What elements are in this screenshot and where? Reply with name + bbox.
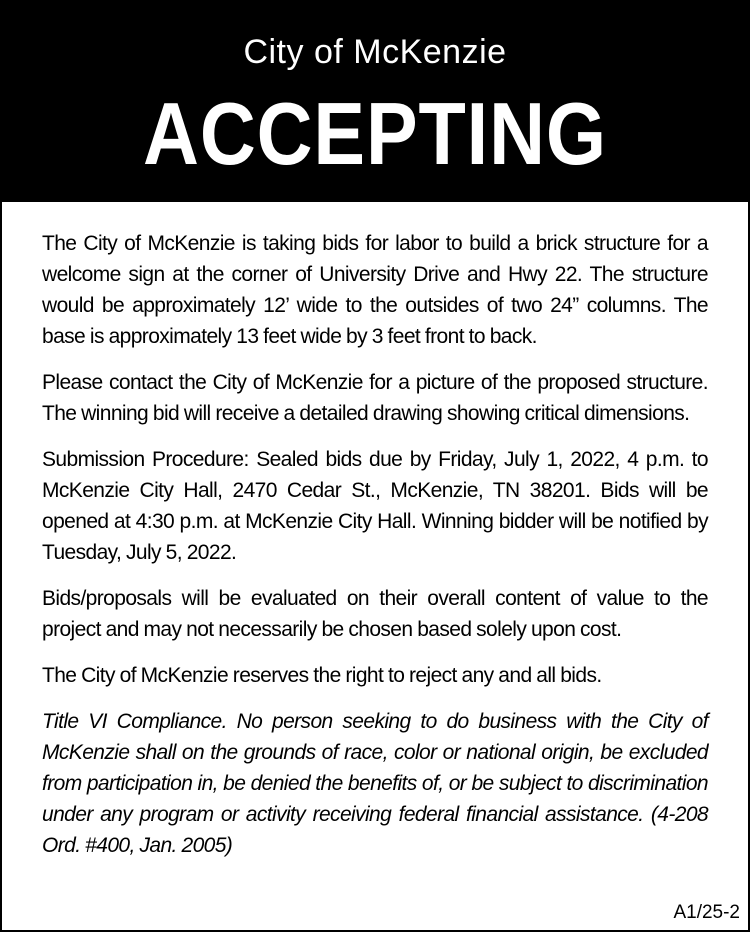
paragraph-evaluation: Bids/proposals will be evaluated on their overall content of value to the project and may not necessarily be chosen based solely upon cost. [42,587,708,641]
paragraph-project-description: The City of McKenzie is taking bids for labor to build a brick structure for a welcome sign at the corner of University Drive and Hwy 22. The structure would be approximately 12’ wide to the outsides of two 24” columns. The base is approximately 13 feet wide by 3 feet front to back. [42,232,708,348]
notice-body [42,228,708,876]
paragraph-reservation: The City of McKenzie reserves the right to reject any and all bids. [42,664,602,687]
paragraph-contact: Please contact the City of McKenzie for a picture of the proposed structure. The winning bid will receive a detailed drawing showing critical dimensions. [42,371,708,425]
ad-code: A1/25-2 [673,902,740,923]
city-name: City of McKenzie [243,33,507,71]
paragraph-title-vi-compliance: Title VI Compliance. No person seeking to do business with the City of McKenzie shall on the grounds of race, color or national origin, be excluded from participation in, be denied the benefits of, or be subject to discrimination under any program or activity receiving federal financial assistance. (4-208 Ord. #400, Jan. 2005) [42,710,708,857]
header-banner [2,2,748,283]
paragraph-submission-procedure: Submission Procedure: Sealed bids due by Friday, July 1, 2022, 4 p.m. to McKenzie City Hall, 2470 Cedar St., McKenzie, TN 38201. Bids will be opened at 4:30 p.m. at McKenzie City Hall. Winning bidder will be notified by Tuesday, July 5, 2022. [42,448,708,564]
headline: ACCEPTING BIDS [143,84,607,283]
